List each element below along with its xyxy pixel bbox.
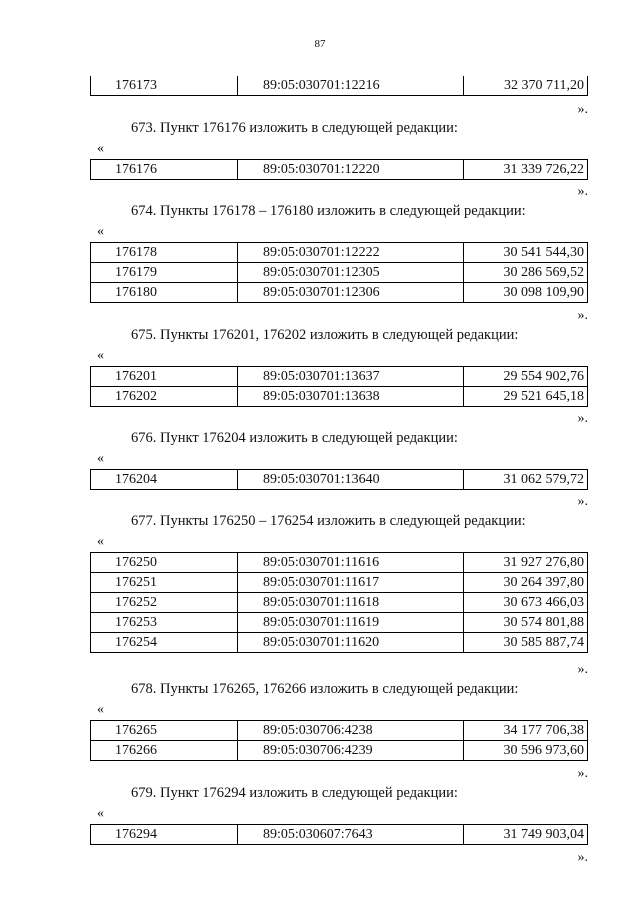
value-cell: 30 585 887,74	[464, 633, 588, 653]
value-cell: 31 339 726,22	[464, 160, 588, 180]
closing-quote: ».	[577, 662, 588, 677]
closing-quote: ».	[577, 102, 588, 117]
section-heading: 673. Пункт 176176 изложить в следующей редакции:	[131, 120, 458, 136]
table-row	[91, 263, 588, 283]
cadastral-number-cell: 89:05:030701:12222	[238, 243, 464, 263]
closing-quote: ».	[577, 850, 588, 865]
cadastral-number-cell: 89:05:030701:13637	[238, 367, 464, 387]
cadastral-table	[90, 366, 588, 407]
cadastral-table	[90, 552, 588, 653]
opening-quote: «	[97, 534, 104, 549]
cadastral-table	[90, 242, 588, 303]
cadastral-number-cell: 89:05:030701:11617	[238, 573, 464, 593]
value-cell: 30 673 466,03	[464, 593, 588, 613]
opening-quote: «	[97, 806, 104, 821]
item-number-cell: 176254	[91, 633, 238, 653]
table-row	[91, 553, 588, 573]
cadastral-table	[90, 76, 588, 96]
item-number-cell: 176180	[91, 283, 238, 303]
table-row	[91, 613, 588, 633]
table-row	[91, 387, 588, 407]
table-row	[91, 367, 588, 387]
cadastral-number-cell: 89:05:030701:12305	[238, 263, 464, 283]
item-number-cell: 176253	[91, 613, 238, 633]
value-cell: 30 264 397,80	[464, 573, 588, 593]
cadastral-table	[90, 469, 588, 490]
item-number-cell: 176204	[91, 470, 238, 490]
item-number-cell: 176266	[91, 741, 238, 761]
cadastral-table	[90, 824, 588, 845]
cadastral-number-cell: 89:05:030701:12220	[238, 160, 464, 180]
closing-quote: ».	[577, 411, 588, 426]
table-row	[91, 470, 588, 490]
cadastral-number-cell: 89:05:030706:4238	[238, 721, 464, 741]
item-number-cell: 176294	[91, 825, 238, 845]
value-cell: 34 177 706,38	[464, 721, 588, 741]
value-cell: 31 749 903,04	[464, 825, 588, 845]
cadastral-number-cell: 89:05:030701:11619	[238, 613, 464, 633]
closing-quote: ».	[577, 308, 588, 323]
table-row	[91, 160, 588, 180]
value-cell: 31 062 579,72	[464, 470, 588, 490]
item-number-cell: 176201	[91, 367, 238, 387]
table-row	[91, 825, 588, 845]
cadastral-table	[90, 159, 588, 180]
item-number-cell: 176251	[91, 573, 238, 593]
cadastral-number-cell: 89:05:030701:13638	[238, 387, 464, 407]
value-cell: 30 098 109,90	[464, 283, 588, 303]
cadastral-number-cell: 89:05:030701:12306	[238, 283, 464, 303]
table-row	[91, 741, 588, 761]
section-heading: 676. Пункт 176204 изложить в следующей редакции:	[131, 430, 458, 446]
cadastral-table	[90, 720, 588, 761]
closing-quote: ».	[577, 494, 588, 509]
closing-quote: ».	[577, 184, 588, 199]
cadastral-number-cell: 89:05:030607:7643	[238, 825, 464, 845]
section-heading: 677. Пункты 176250 – 176254 изложить в следующей редакции:	[131, 513, 526, 529]
page-number: 87	[314, 38, 326, 50]
item-number-cell: 176179	[91, 263, 238, 283]
table-row	[91, 633, 588, 653]
value-cell: 31 927 276,80	[464, 553, 588, 573]
cadastral-number-cell: 89:05:030701:11620	[238, 633, 464, 653]
item-number-cell: 176265	[91, 721, 238, 741]
item-number-cell: 176202	[91, 387, 238, 407]
cadastral-number-cell: 89:05:030706:4239	[238, 741, 464, 761]
opening-quote: «	[97, 451, 104, 466]
closing-quote: ».	[577, 766, 588, 781]
item-number-cell: 176178	[91, 243, 238, 263]
item-number-cell: 176173	[91, 76, 238, 96]
table-row	[91, 243, 588, 263]
table-row	[91, 593, 588, 613]
value-cell: 30 574 801,88	[464, 613, 588, 633]
value-cell: 29 554 902,76	[464, 367, 588, 387]
table-row	[91, 721, 588, 741]
table-row	[91, 573, 588, 593]
section-heading: 674. Пункты 176178 – 176180 изложить в следующей редакции:	[131, 203, 526, 219]
value-cell: 30 596 973,60	[464, 741, 588, 761]
section-heading: 678. Пункты 176265, 176266 изложить в следующей редакции:	[131, 681, 519, 697]
table-row	[91, 76, 588, 96]
cadastral-number-cell: 89:05:030701:11616	[238, 553, 464, 573]
cadastral-number-cell: 89:05:030701:12216	[238, 76, 464, 96]
item-number-cell: 176250	[91, 553, 238, 573]
item-number-cell: 176176	[91, 160, 238, 180]
cadastral-number-cell: 89:05:030701:13640	[238, 470, 464, 490]
value-cell: 32 370 711,20	[464, 76, 588, 96]
section-heading: 679. Пункт 176294 изложить в следующей редакции:	[131, 785, 458, 801]
item-number-cell: 176252	[91, 593, 238, 613]
section-heading: 675. Пункты 176201, 176202 изложить в следующей редакции:	[131, 327, 519, 343]
value-cell: 29 521 645,18	[464, 387, 588, 407]
opening-quote: «	[97, 702, 104, 717]
cadastral-number-cell: 89:05:030701:11618	[238, 593, 464, 613]
value-cell: 30 286 569,52	[464, 263, 588, 283]
opening-quote: «	[97, 348, 104, 363]
value-cell: 30 541 544,30	[464, 243, 588, 263]
opening-quote: «	[97, 141, 104, 156]
table-row	[91, 283, 588, 303]
opening-quote: «	[97, 224, 104, 239]
